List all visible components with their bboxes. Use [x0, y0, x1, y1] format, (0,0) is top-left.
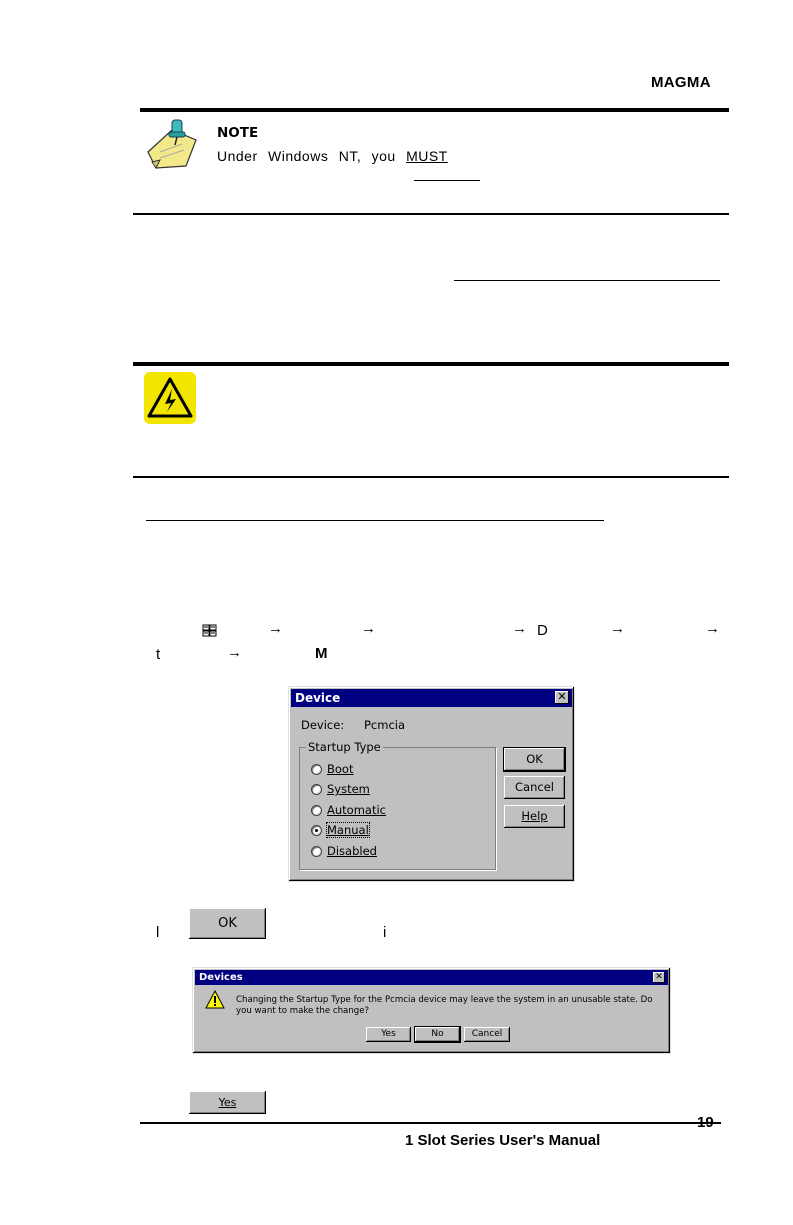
cancel-button[interactable]: Cancel: [464, 1027, 510, 1042]
radio-system[interactable]: [311, 784, 322, 795]
no-button[interactable]: No: [415, 1027, 460, 1042]
devices-dialog-titlebar: [195, 970, 668, 985]
note-emphasis: MUST: [406, 148, 448, 164]
radio-disabled[interactable]: [311, 846, 322, 857]
yes-button[interactable]: Yes: [366, 1027, 411, 1042]
text-underline-1: [454, 280, 720, 281]
note-text: [217, 148, 448, 164]
note-text-lead: Under Windows NT, you: [217, 148, 396, 164]
nav-letter: t: [156, 646, 161, 663]
electric-shock-warning-icon: [144, 372, 196, 424]
step-ok-suffix: i: [383, 924, 387, 941]
windows-start-icon: [202, 624, 218, 638]
yes-button-illustration[interactable]: Yes: [189, 1091, 266, 1114]
page-number: 19: [697, 1114, 714, 1131]
ok-button-illustration[interactable]: OK: [189, 908, 266, 939]
option-boot-label[interactable]: Boot: [327, 762, 354, 776]
devices-dialog-title: Devices: [199, 972, 243, 983]
device-value: Pcmcia: [364, 718, 406, 732]
device-dialog-title: Device: [295, 691, 341, 705]
ok-button[interactable]: OK: [504, 748, 565, 771]
nav-arrow-icon: →: [610, 620, 625, 637]
nav-arrow-icon: →: [268, 620, 283, 637]
warning-bottom-divider: [133, 476, 729, 478]
brand-header: MAGMA: [651, 74, 711, 91]
nav-letter: M: [315, 645, 328, 662]
text-underline-2: [146, 520, 604, 521]
radio-manual[interactable]: [311, 825, 322, 836]
startup-type-label: Startup Type: [308, 740, 381, 754]
cancel-button[interactable]: Cancel: [504, 776, 565, 799]
radio-automatic[interactable]: [311, 805, 322, 816]
nav-arrow-icon: →: [227, 644, 242, 661]
option-system-label[interactable]: System: [327, 782, 370, 796]
close-icon[interactable]: ✕: [653, 972, 665, 983]
option-disabled-label[interactable]: Disabled: [327, 844, 377, 858]
footer-rule: [140, 1122, 721, 1124]
option-manual-label[interactable]: Manual: [327, 823, 369, 837]
nav-arrow-icon: →: [512, 620, 527, 637]
nav-arrow-icon: →: [361, 620, 376, 637]
nav-arrow-icon: →: [705, 620, 720, 637]
devices-dialog: [192, 967, 671, 1054]
pushpin-note-icon: [142, 118, 204, 172]
devices-message: Changing the Startup Type for the Pcmcia device may leave the system in an unusable state. Do you want to make the change?: [236, 995, 653, 1016]
manual-title: 1 Slot Series User's Manual: [405, 1132, 601, 1149]
device-dialog: [288, 686, 575, 882]
warning-top-divider: [133, 362, 729, 366]
device-dialog-titlebar: [291, 689, 572, 707]
warning-icon: [205, 990, 225, 1010]
note-underline: [414, 180, 480, 181]
note-title: NOTE: [217, 125, 259, 141]
step-ok-prefix: l: [156, 924, 160, 941]
nav-letter: D: [537, 622, 548, 639]
note-bottom-divider: [133, 213, 729, 215]
device-label: Device:: [301, 718, 345, 732]
radio-boot[interactable]: [311, 764, 322, 775]
close-icon[interactable]: ✕: [555, 691, 569, 704]
top-divider: [140, 108, 729, 112]
option-automatic-label[interactable]: Automatic: [327, 803, 386, 817]
help-button[interactable]: Help: [504, 805, 565, 828]
